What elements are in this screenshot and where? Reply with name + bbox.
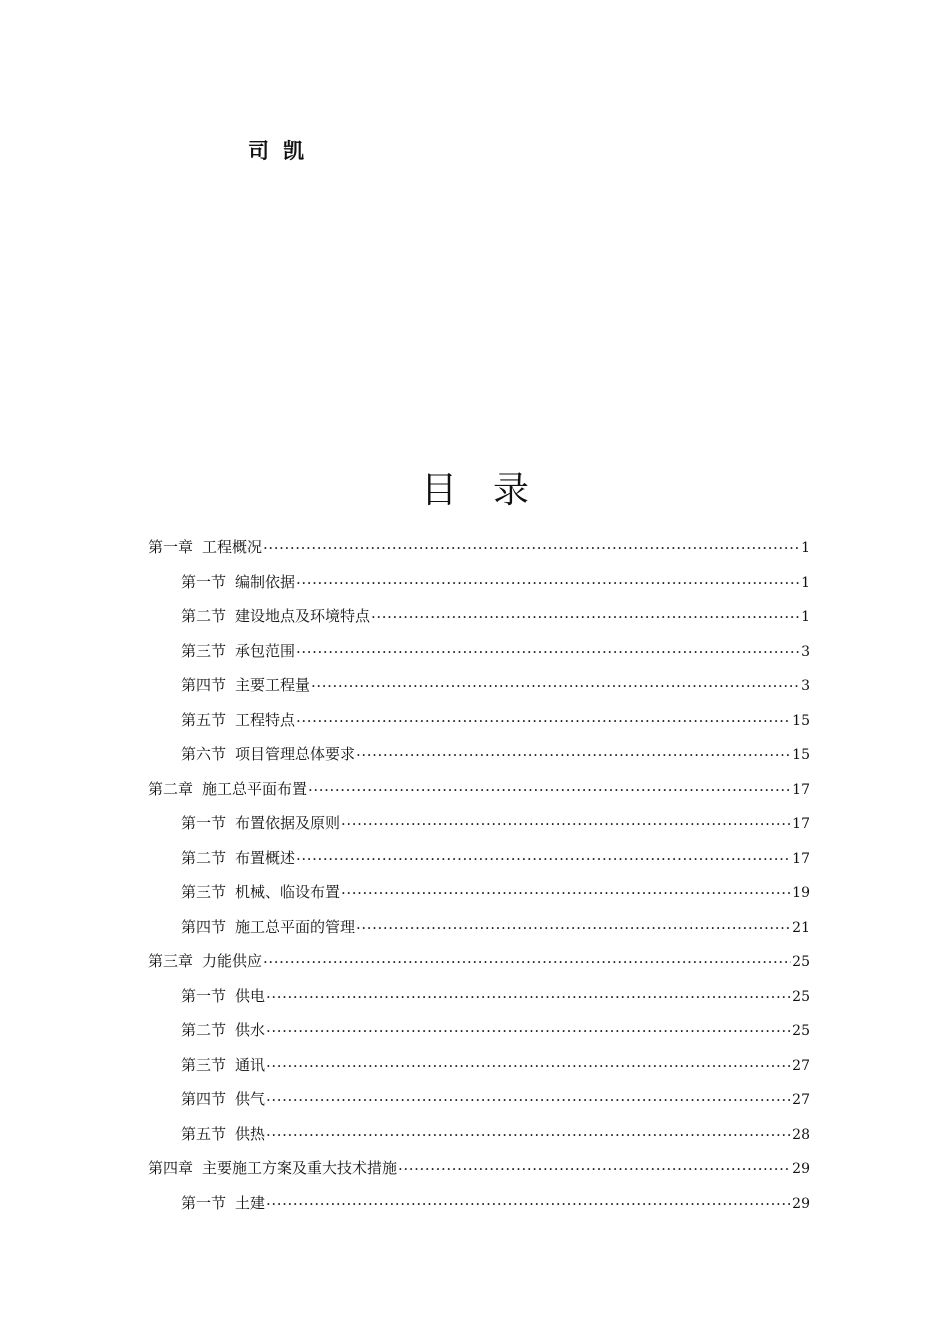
toc-entry-title: 承包范围 [235, 641, 296, 660]
toc-entry-label [148, 1151, 397, 1186]
toc-dot-leader [266, 1118, 791, 1153]
toc-entry-number: 第四节 [181, 1090, 227, 1108]
toc-entry-title: 通讯 [235, 1055, 266, 1074]
toc-section-entry[interactable] [148, 1117, 810, 1152]
toc-entry-number: 第一章 [148, 538, 194, 556]
toc-dot-leader [263, 531, 800, 566]
toc-page-number: 29 [792, 1195, 810, 1212]
toc-page-number: 29 [792, 1161, 810, 1177]
toc-entry-label [181, 1048, 265, 1083]
toc-page-number: 1 [801, 574, 810, 591]
toc-page-number: 28 [792, 1126, 810, 1143]
toc-entry-number: 第四节 [181, 676, 227, 694]
toc-section-entry[interactable] [148, 841, 810, 876]
toc-page-number: 1 [801, 540, 810, 556]
toc-chapter-entry[interactable] [148, 944, 810, 979]
toc-section-entry[interactable] [148, 599, 810, 634]
toc-entry-label [181, 1186, 265, 1221]
toc-dot-leader [308, 773, 791, 808]
toc-entry-title: 布置依据及原则 [235, 814, 341, 832]
toc-section-entry[interactable] [148, 737, 810, 772]
toc-dot-leader [296, 566, 800, 601]
toc-entry-number: 第三节 [181, 883, 227, 901]
toc-page-number: 25 [792, 1023, 810, 1039]
company-name: 司凯 [248, 139, 318, 163]
toc-section-entry[interactable] [148, 875, 810, 910]
toc-entry-title: 主要工程量 [235, 676, 311, 694]
toc-entry-title: 机械、临设布置 [235, 883, 341, 901]
toc-entry-label [181, 1117, 265, 1152]
toc-dot-leader [311, 669, 800, 704]
toc-entry-label [148, 530, 262, 565]
toc-entry-title: 施工总平面的管理 [235, 917, 356, 936]
toc-page-number: 27 [792, 1057, 810, 1074]
toc-entry-number: 第三节 [181, 641, 227, 660]
toc-section-entry[interactable] [148, 703, 810, 738]
toc-chapter-entry[interactable] [148, 1151, 810, 1186]
toc-entry-number: 第四章 [148, 1159, 194, 1177]
toc-title: 目录 [420, 470, 565, 511]
toc-entry-label [148, 772, 307, 807]
toc-entry-number: 第三节 [181, 1055, 227, 1074]
toc-dot-leader [296, 635, 800, 670]
toc-entry-label [181, 806, 340, 841]
toc-section-entry[interactable] [148, 1082, 810, 1117]
toc-section-entry[interactable] [148, 668, 810, 703]
toc-dot-leader [266, 1014, 791, 1049]
toc-entry-title: 布置概述 [235, 848, 296, 867]
toc-dot-leader [266, 1187, 791, 1222]
toc-entry-number: 第二节 [181, 848, 227, 867]
toc-section-entry[interactable] [148, 806, 810, 841]
toc-entry-title: 施工总平面布置 [202, 779, 308, 798]
toc-entry-number: 第四节 [181, 917, 227, 936]
toc-dot-leader [356, 738, 791, 773]
toc-page-number: 1 [801, 609, 810, 625]
toc-entry-title: 项目管理总体要求 [235, 745, 356, 763]
toc-entry-number: 第一节 [181, 986, 227, 1005]
toc-dot-leader [398, 1152, 791, 1187]
toc-entry-label [181, 634, 295, 669]
toc-dot-leader [266, 980, 791, 1015]
toc-dot-leader [263, 945, 791, 980]
toc-page-number: 3 [801, 643, 810, 660]
toc-section-entry[interactable] [148, 1013, 810, 1048]
toc-entry-label [181, 737, 355, 772]
toc-page-number: 25 [792, 988, 810, 1005]
toc-entry-number: 第五节 [181, 1124, 227, 1143]
toc-page-number: 17 [792, 850, 810, 867]
toc-section-entry[interactable] [148, 1048, 810, 1083]
toc-page-number: 19 [792, 885, 810, 901]
toc-section-entry[interactable] [148, 634, 810, 669]
toc-dot-leader [266, 1083, 791, 1118]
toc-entry-title: 供水 [235, 1021, 266, 1039]
toc-entry-label [181, 703, 295, 738]
toc-section-entry[interactable] [148, 1186, 810, 1221]
toc-entry-number: 第三章 [148, 952, 194, 970]
toc-entry-label [181, 841, 295, 876]
toc-section-entry[interactable] [148, 565, 810, 600]
toc-section-entry[interactable] [148, 910, 810, 945]
toc-entry-number: 第一节 [181, 1193, 227, 1212]
toc-entry-label [181, 910, 355, 945]
toc-entry-label [181, 599, 370, 634]
toc-entry-title: 供气 [235, 1090, 266, 1108]
toc-entry-number: 第一节 [181, 814, 227, 832]
toc-chapter-entry[interactable] [148, 530, 810, 565]
toc-dot-leader [341, 876, 791, 911]
toc-page-number: 17 [792, 816, 810, 832]
toc-entry-number: 第五节 [181, 710, 227, 729]
toc-entry-title: 工程概况 [202, 538, 263, 556]
toc-entry-title: 供电 [235, 986, 266, 1005]
toc-entry-title: 土建 [235, 1193, 266, 1212]
toc-dot-leader [266, 1049, 791, 1084]
toc-entry-title: 主要施工方案及重大技术措施 [202, 1159, 398, 1177]
toc-entry-number: 第二节 [181, 1021, 227, 1039]
toc-entry-title: 力能供应 [202, 952, 263, 970]
toc-entry-label [148, 944, 262, 979]
toc-dot-leader [296, 704, 791, 739]
toc-entry-title: 建设地点及环境特点 [235, 607, 371, 625]
toc-page-number: 25 [792, 954, 810, 970]
toc-entry-title: 编制依据 [235, 572, 296, 591]
toc-entry-label [181, 565, 295, 600]
toc-page-number: 17 [792, 781, 810, 798]
toc-entry-label [181, 979, 265, 1014]
toc-page-number: 27 [792, 1092, 810, 1108]
toc-entry-label [181, 668, 310, 703]
toc-dot-leader [371, 600, 800, 635]
toc-page-number: 3 [801, 678, 810, 694]
toc-dot-leader [341, 807, 791, 842]
toc-entry-title: 工程特点 [235, 710, 296, 729]
toc-entry-title: 供热 [235, 1124, 266, 1143]
table-of-contents [148, 530, 810, 1220]
toc-entry-label [181, 875, 340, 910]
toc-entry-number: 第二节 [181, 607, 227, 625]
toc-entry-label [181, 1082, 265, 1117]
toc-entry-number: 第二章 [148, 779, 194, 798]
toc-dot-leader [356, 911, 791, 946]
toc-entry-number: 第一节 [181, 572, 227, 591]
toc-entry-label [181, 1013, 265, 1048]
toc-chapter-entry[interactable] [148, 772, 810, 807]
toc-page-number: 21 [792, 919, 810, 936]
toc-page-number: 15 [792, 712, 810, 729]
toc-dot-leader [296, 842, 791, 877]
toc-entry-number: 第六节 [181, 745, 227, 763]
toc-page-number: 15 [792, 747, 810, 763]
toc-section-entry[interactable] [148, 979, 810, 1014]
